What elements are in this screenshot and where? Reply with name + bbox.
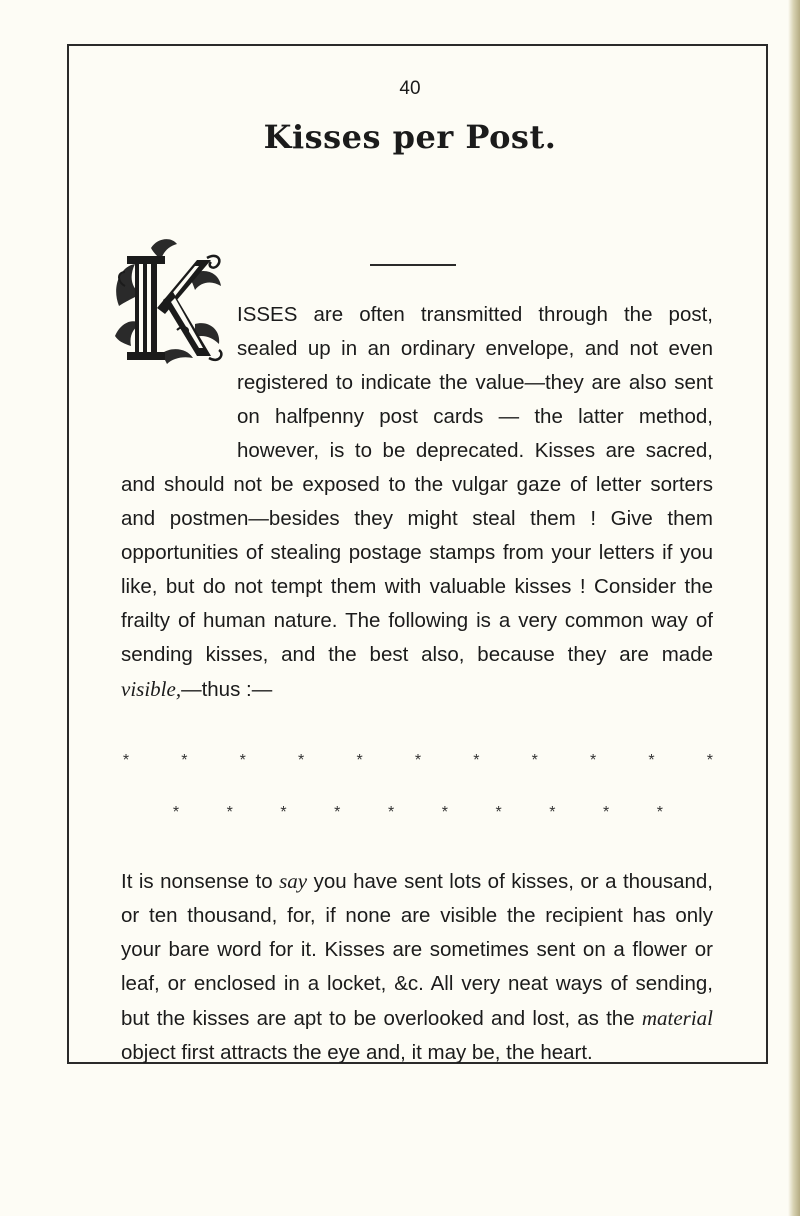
page-number: 40 bbox=[399, 78, 421, 99]
asterisk: * bbox=[473, 752, 480, 769]
asterisk: * bbox=[706, 752, 714, 769]
frame-rule-top bbox=[67, 44, 767, 46]
asterisk: * bbox=[495, 804, 502, 821]
frame-rule-left bbox=[67, 44, 69, 1064]
asterisk: * bbox=[239, 752, 246, 769]
asterisk: * bbox=[387, 804, 395, 821]
chapter-title: Kisses per Post. bbox=[263, 118, 557, 156]
asterisk-row-1 bbox=[119, 752, 717, 770]
asterisk: * bbox=[648, 752, 655, 769]
paragraph-2-part-3: object first attracts the eye and, it may be, the heart. bbox=[121, 1041, 593, 1064]
paragraph-2 bbox=[121, 864, 713, 1070]
asterisk: * bbox=[356, 752, 363, 769]
asterisk: * bbox=[226, 804, 233, 821]
paragraph-2-part-1: It is nonsense to bbox=[121, 870, 280, 893]
asterisk: * bbox=[334, 804, 341, 821]
asterisk: * bbox=[298, 752, 305, 769]
asterisk: * bbox=[441, 804, 448, 821]
asterisk: * bbox=[531, 752, 538, 769]
asterisk: * bbox=[656, 804, 663, 821]
asterisk: * bbox=[590, 752, 597, 769]
paragraph-2-part-2: you have sent lots of kisses, or a thousand, or ten thousand, for, if none are visible the recipient has only your bare word for it. Kisses are sometimes sent on a flower or leaf, or enclosed in a locket, &c. All very neat ways of sending, but the kisses are apt to be overlooked and lost, as the bbox=[121, 870, 714, 1030]
paragraph-2-emphasis-2: material bbox=[641, 1006, 713, 1030]
asterisk-row-2 bbox=[169, 804, 667, 822]
paragraph-1-emphasis: visible, bbox=[121, 677, 182, 701]
asterisk: * bbox=[280, 804, 287, 821]
asterisk: * bbox=[414, 752, 422, 769]
asterisk: * bbox=[172, 804, 180, 821]
asterisk: * bbox=[181, 752, 188, 769]
paragraph-1-part-1: ISSES are often transmitted through the post, sealed up in an ordinary envelope, and not even registered to indicate the value—they are also sent on halfpenny post cards — the latter method, however, is to be deprecated. Kisses are sacred, and should not be exposed to the vulgar gaze of letter sorters and postmen—besides they might steal them ! Give them opportunities of stealing postage stamps from your letters if you like, but do not tempt them with valuable kisses ! Consider the frailty of human nature. The following is a very common way of sending kisses, and the best also, because they are made bbox=[121, 303, 713, 666]
frame-rule-right bbox=[766, 44, 768, 1064]
asterisk: * bbox=[122, 752, 130, 769]
paragraph-1 bbox=[121, 298, 713, 707]
asterisk: * bbox=[549, 804, 556, 821]
drop-cap-spacer bbox=[121, 298, 237, 468]
paragraph-1-part-2: —thus :— bbox=[181, 678, 273, 701]
paragraph-2-emphasis-1: say bbox=[279, 869, 308, 893]
page-edge bbox=[788, 0, 800, 1216]
asterisk: * bbox=[603, 804, 610, 821]
title-rule bbox=[370, 264, 456, 266]
